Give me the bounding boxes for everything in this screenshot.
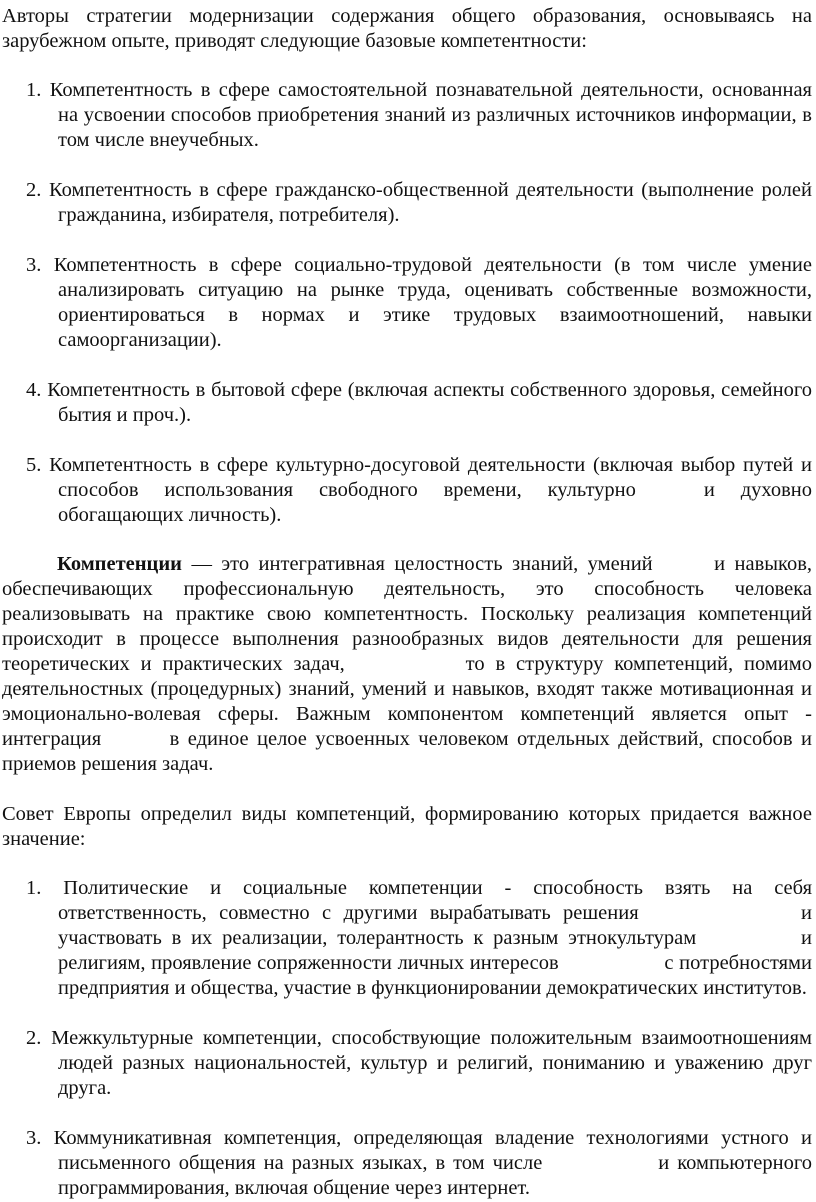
list-item: 4. Компетентность в бытовой сфере (включая аспекты собственного здоровья, семейного бытия и проч.). [26, 379, 812, 426]
list-item-text: и духовно обогащающих личность). [58, 479, 812, 526]
list-item-text: 1. Политические и социальные компетенции - способность взять на себя ответственность, совместно с другими вырабатывать решения [26, 877, 812, 924]
list-item-text: и участвовать в их реализации, толерантность к разным этнокультурам [58, 902, 813, 949]
definition-text: то в структуру компетенций, помимо деятельностных (процедурных) знаний, умений и навыков, входят также мотивационная и эмоционально-волевая сферы. Важным компонентом компетенций является опыт - интеграция [2, 653, 812, 750]
list-item-text: и компьютерного программирования, включая общение через интернет. [58, 1152, 813, 1199]
intro-paragraph: Авторы стратегии модернизации содержания общего образования, основываясь на зарубежном опыте, приводят следующие базовые компетентности: [2, 5, 812, 52]
list-item: 1. Компетентность в сфере самостоятельной познавательной деятельности, основанная на усвоении способов приобретения знаний из различных источников информации, в том числе внеучебных. [26, 79, 812, 151]
definition-text: и навыков, обеспечивающих профессиональную деятельность, это способность человека реализовывать на практике свою компетентность. Поскольку реализация компетенций происходит в процессе выполнения разнообразных видов деятельности для решения теоретических и практических задач, [2, 553, 813, 675]
list-item: 2. Межкультурные компетенции, способствующие положительным взаимоотношениям людей разных национальностей, культур и религий, пониманию и уважению друг друга. [26, 1027, 812, 1099]
definition-paragraph [2, 552, 812, 777]
list-item-text: и религиям, проявление сопряженности личных интересов [58, 927, 812, 974]
list-item: 2. Компетентность в сфере гражданско-общественной деятельности (выполнение ролей гражданина, избирателя, потребителя). [26, 179, 812, 226]
list-item: 3. Компетентность в сфере социально-трудовой деятельности (в том числе умение анализировать ситуацию на рынке труда, оценивать собственные возможности, ориентироваться в нормах и этике трудовых взаимоотношений, навыки самоорганизации). [26, 254, 812, 351]
list-item-text: с потребностями предприятия и общества, участие в функционировании демократических институтов. [58, 952, 813, 999]
list-item [2, 876, 812, 1001]
list-item [2, 1126, 812, 1201]
definition-text: — это интегративная целостность знаний, умений [182, 553, 653, 575]
list-item [2, 453, 812, 528]
list-item-text: 5. Компетентность в сфере культурно-досуговой деятельности (включая выбор путей и способов использования свободного времени, культурно [26, 454, 812, 501]
definition-text: в единое целое усвоенных человеком отдельных действий, способов и приемов решения задач. [2, 728, 813, 775]
council-paragraph: Совет Европы определил виды компетенций, формированию которых придается важное значение: [2, 803, 812, 850]
definition-term: Компетенции [57, 553, 182, 575]
list-item-text: 3. Коммуникативная компетенция, определяющая владение технологиями устного и письменного общения на разных языках, в том числе [26, 1127, 812, 1174]
